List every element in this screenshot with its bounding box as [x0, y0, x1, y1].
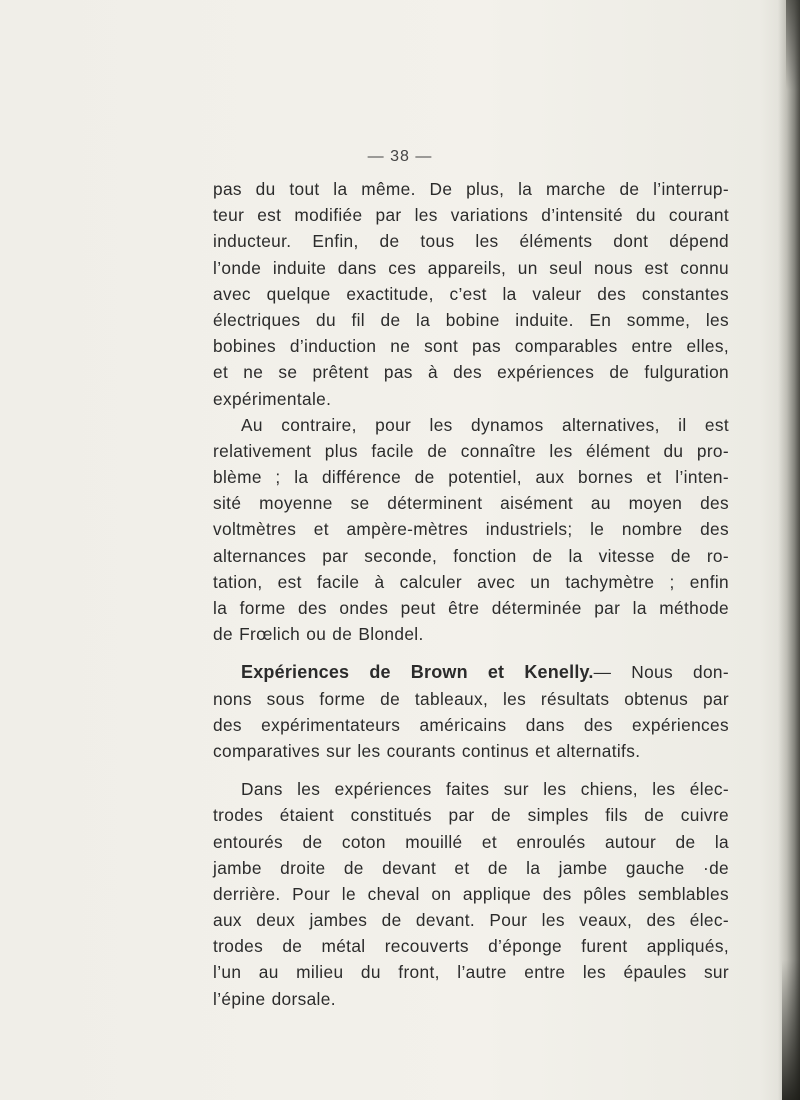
text-line: pas du tout la même. De plus, la marche de l’interrup- — [213, 179, 729, 199]
text-line: comparatives sur les courants continus et alternatifs. — [213, 740, 641, 761]
text-line: l’onde induite dans ces appareils, un seul nous est connu — [213, 257, 729, 278]
text-line: jambe droite de devant et de la jambe gauche ·de — [213, 857, 729, 878]
text-line: et ne se prêtent pas à des expériences de fulguration — [213, 362, 729, 383]
body-text — [213, 176, 729, 1012]
text-line: entourés de coton mouillé et enroulés autour de la — [213, 831, 729, 852]
text-line: de Frœlich ou de Blondel. — [213, 624, 424, 645]
text-line: expérimentale. — [213, 388, 332, 409]
text-line — [213, 659, 729, 685]
text-line: derrière. Pour le cheval on applique des pôles semblables — [213, 883, 729, 904]
text-line: l’un au milieu du front, l’autre entre les épaules sur — [213, 962, 729, 983]
page-edge-top-shade — [786, 0, 800, 90]
text-line: l’épine dorsale. — [213, 988, 336, 1009]
text-line: alternances par seconde, fonction de la vitesse de ro- — [213, 545, 729, 566]
text-line: trodes de métal recouverts d’éponge furent appliqués, — [213, 936, 729, 957]
paragraph-4 — [213, 776, 729, 1012]
paragraph-2 — [213, 412, 729, 648]
heading-continuation: — Nous don- — [593, 662, 729, 683]
text-line: voltmètres et ampère-mètres industriels; le nombre des — [213, 519, 729, 540]
text-line: Au contraire, pour les dynamos alternatives, il est — [241, 414, 729, 435]
text-line: aux deux jambes de devant. Pour les veaux, des élec- — [213, 910, 729, 931]
text-line: bobines d’induction ne sont pas comparables entre elles, — [213, 336, 729, 357]
text-line: électriques du fil de la bobine induite. En somme, les — [213, 309, 729, 330]
text-line: trodes étaient constitués par de simples fils de cuivre — [213, 805, 729, 826]
text-line: des expérimentateurs américains dans des expériences — [213, 714, 729, 735]
page-edge-bottom-shade — [782, 960, 800, 1100]
text-line: nons sous forme de tableaux, les résultats obtenus par — [213, 688, 729, 709]
text-line: inducteur. Enfin, de tous les éléments dont dépend — [213, 231, 729, 252]
page-number: — 38 — — [367, 148, 433, 165]
section-heading: Expériences de Brown et Kenelly. — [241, 662, 594, 683]
text-line: tation, est facile à calculer avec un tachymètre ; enfin — [213, 571, 729, 592]
text-line: blème ; la différence de potentiel, aux bornes et l’inten- — [213, 467, 729, 488]
text-line: la forme des ondes peut être déterminée par la méthode — [213, 598, 729, 618]
text-line: Dans les expériences faites sur les chiens, les élec- — [241, 779, 729, 800]
paragraph-spacer — [213, 647, 729, 659]
text-line: relativement plus facile de connaître les élément du pro- — [213, 440, 729, 461]
paragraph-1 — [213, 176, 729, 412]
text-line: teur est modifiée par les variations d’intensité du courant — [213, 205, 729, 226]
paragraph-3 — [213, 659, 729, 764]
paragraph-spacer — [213, 764, 729, 776]
text-line: avec quelque exactitude, c’est la valeur des constantes — [213, 283, 729, 304]
text-line: sité moyenne se déterminent aisément au moyen des — [213, 493, 729, 514]
